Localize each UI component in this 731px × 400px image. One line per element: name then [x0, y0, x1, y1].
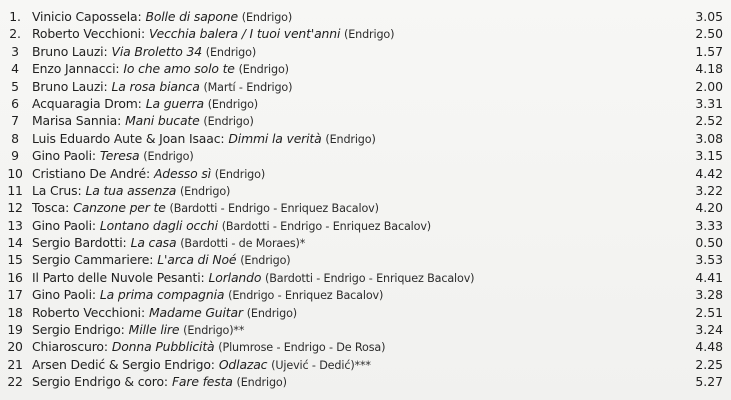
artist-separator: :	[103, 339, 108, 355]
artist-separator: :	[65, 200, 70, 216]
track-number: 19	[7, 322, 23, 338]
track-number: 5	[11, 78, 19, 94]
track-artist: Sergio Cammariere	[32, 252, 150, 268]
artist-separator: :	[120, 322, 125, 338]
track-artist: Chiaroscuro	[32, 339, 104, 355]
track-title: Teresa	[99, 148, 140, 164]
track-credit: (Endrigo)	[236, 376, 287, 390]
track-title: L'arca di Noé	[157, 252, 237, 268]
track-row	[0, 95, 731, 112]
track-credit: (Endrigo)	[325, 132, 376, 146]
track-row	[0, 78, 731, 95]
track-title: Lorlando	[208, 269, 262, 285]
artist-separator: :	[140, 304, 146, 320]
track-duration: 2.00	[695, 78, 723, 94]
track-row	[0, 25, 731, 42]
track-artist: Enzo Jannacci	[32, 61, 116, 77]
track-duration: 3.22	[695, 182, 723, 198]
track-credit: (Endrigo)	[344, 28, 395, 42]
track-info	[32, 78, 679, 96]
track-info	[32, 8, 679, 26]
track-number: 22	[7, 374, 23, 390]
track-info	[32, 356, 679, 374]
track-row	[0, 43, 731, 60]
track-duration: 2.25	[695, 356, 723, 372]
track-title: Mani bucate	[125, 113, 200, 129]
track-artist: Il Parto delle Nuvole Pesanti	[32, 269, 201, 285]
track-credit: (Endrigo)	[246, 306, 297, 320]
track-info	[32, 234, 679, 252]
track-credit: (Endrigo)	[203, 115, 254, 129]
track-number: 7	[11, 113, 19, 129]
track-info	[32, 165, 679, 183]
track-info	[32, 217, 679, 235]
track-title: Odlazac	[218, 356, 268, 372]
track-title: Mille lire	[128, 322, 180, 338]
track-number: 17	[7, 287, 23, 303]
track-row	[0, 8, 731, 25]
track-credit: (Bardotti - Endrigo - Enriquez Bacalov)	[221, 219, 432, 233]
track-title: La casa	[130, 235, 177, 251]
track-row	[0, 251, 731, 268]
track-number: 16	[7, 269, 23, 285]
track-title: Donna Pubblicità	[111, 339, 215, 355]
track-artist: Tosca	[32, 200, 66, 216]
track-credit: (Bardotti - de Moraes)*	[180, 237, 306, 251]
track-credit: (Bardotti - Endrigo - Enriquez Bacalov)	[265, 271, 475, 285]
track-duration: 3.05	[695, 9, 723, 24]
track-artist: Sergio Endrigo	[32, 322, 121, 338]
artist-separator: :	[115, 61, 120, 77]
track-title: Canzone per te	[73, 200, 166, 216]
track-number: 4	[11, 61, 19, 77]
track-duration: 3.31	[695, 95, 723, 111]
track-row	[0, 234, 731, 251]
artist-separator: :	[163, 374, 168, 390]
track-info	[32, 112, 679, 130]
track-number: 12	[7, 200, 23, 216]
track-row	[0, 130, 731, 147]
track-duration: 2.51	[695, 304, 723, 320]
track-number: 13	[7, 217, 23, 233]
track-row	[0, 217, 731, 234]
track-credit: (Endrigo)	[241, 11, 293, 24]
track-artist: Gino Paoli	[32, 148, 92, 164]
track-duration: 3.08	[695, 130, 723, 146]
artist-separator: :	[122, 235, 127, 251]
track-row	[0, 269, 731, 286]
track-artist: Cristiano De André	[32, 165, 146, 181]
track-credit: (Plumrose - Endrigo - De Rosa)	[218, 341, 386, 355]
track-duration: 2.52	[695, 113, 723, 129]
track-title: Bolle di sapone	[145, 9, 238, 24]
track-duration: 3.33	[695, 217, 723, 233]
track-credit: (Endrigo)	[179, 184, 231, 198]
track-duration: 2.50	[695, 26, 723, 42]
track-info	[32, 338, 679, 356]
track-artist: Sergio Bardotti	[32, 235, 123, 251]
track-duration: 0.50	[695, 235, 723, 251]
track-info	[32, 147, 679, 165]
artist-separator: :	[103, 43, 108, 59]
track-title: Via Broletto 34	[111, 43, 202, 59]
track-credit: (Endrigo)	[143, 150, 194, 164]
track-credit: (Endrigo)	[240, 254, 291, 268]
track-number: 8	[11, 130, 19, 146]
track-title: Vecchia balera / I tuoi vent'anni	[149, 26, 341, 42]
track-row	[0, 199, 731, 216]
track-title: Dimmi la verità	[228, 130, 322, 146]
artist-separator: :	[91, 148, 96, 164]
track-artist: Sergio Endrigo & coro	[32, 374, 164, 390]
track-list	[0, 8, 731, 391]
track-credit: (Endrigo)**	[183, 324, 245, 338]
track-row	[0, 147, 731, 164]
artist-separator: :	[91, 217, 96, 233]
track-artist: Bruno Lauzi	[32, 43, 104, 59]
track-artist: Arsen Dedić & Sergio Endrigo	[32, 356, 211, 372]
track-number: 9	[11, 148, 19, 164]
track-info	[32, 304, 679, 322]
track-artist: La Crus	[32, 182, 78, 198]
track-number: 11	[7, 182, 23, 198]
track-credit: (Bardotti - Endrigo - Enriquez Bacalov)	[169, 202, 379, 216]
track-info	[32, 130, 679, 148]
track-artist: Luis Eduardo Aute & Joan Isaac	[32, 130, 221, 146]
track-row	[0, 373, 731, 390]
track-info	[32, 43, 679, 61]
track-number: 1.	[9, 9, 21, 24]
artist-separator: :	[137, 9, 142, 24]
track-artist: Bruno Lauzi	[32, 78, 104, 94]
track-info	[32, 286, 679, 304]
artist-separator: :	[200, 269, 205, 285]
track-credit: (Endrigo)	[238, 63, 289, 77]
track-number: 3	[11, 43, 19, 59]
artist-separator: :	[117, 113, 122, 129]
track-duration: 5.27	[695, 374, 723, 390]
artist-separator: :	[140, 26, 146, 42]
track-number: 6	[11, 95, 19, 111]
artist-separator: :	[91, 287, 96, 303]
track-title: La tua assenza	[85, 182, 177, 198]
track-info	[32, 95, 679, 113]
track-duration: 4.18	[695, 61, 723, 77]
track-duration: 1.57	[695, 43, 723, 59]
track-artist: Marisa Sannia	[32, 113, 118, 129]
track-title: Madame Guitar	[149, 304, 243, 320]
track-title: Io che amo solo te	[123, 61, 235, 77]
track-row	[0, 286, 731, 303]
track-info	[32, 182, 679, 200]
track-credit: (Endrigo)	[214, 167, 266, 181]
track-info	[32, 269, 679, 287]
track-duration: 3.28	[695, 287, 723, 303]
track-row	[0, 338, 731, 355]
artist-separator: :	[137, 95, 142, 111]
track-artist: Gino Paoli	[32, 287, 92, 303]
track-title: La rosa bianca	[111, 78, 200, 94]
track-info	[32, 373, 679, 391]
track-title: Fare festa	[171, 374, 233, 390]
artist-separator: :	[149, 252, 154, 268]
track-duration: 4.41	[695, 269, 723, 285]
track-info	[32, 25, 679, 43]
artist-separator: :	[220, 130, 225, 146]
track-row	[0, 321, 731, 338]
artist-separator: :	[210, 356, 215, 372]
track-artist: Vinicio Capossela	[32, 9, 138, 24]
track-row	[0, 304, 731, 321]
track-title: Adesso sì	[153, 165, 211, 181]
track-row	[0, 60, 731, 77]
track-credit: (Ujević - Dedić)***	[271, 358, 371, 372]
track-row	[0, 112, 731, 129]
track-duration: 4.42	[695, 165, 723, 181]
track-number: 15	[7, 252, 23, 268]
track-row	[0, 182, 731, 199]
track-artist: Gino Paoli	[32, 217, 92, 233]
track-artist: Roberto Vecchioni	[32, 26, 141, 42]
track-artist: Roberto Vecchioni	[32, 304, 141, 320]
artist-separator: :	[103, 78, 108, 94]
track-number: 21	[7, 356, 23, 372]
track-info	[32, 321, 679, 339]
track-title: La prima compagnia	[99, 287, 225, 303]
track-number: 20	[7, 339, 23, 355]
track-duration: 4.48	[695, 339, 723, 355]
artist-separator: :	[145, 165, 150, 181]
track-duration: 3.15	[695, 148, 723, 164]
track-row	[0, 356, 731, 373]
track-number: 10	[7, 165, 23, 181]
track-row	[0, 165, 731, 182]
track-number: 2.	[9, 26, 21, 42]
track-duration: 3.24	[695, 322, 723, 338]
track-number: 14	[7, 235, 23, 251]
track-title: Lontano dagli occhi	[99, 217, 218, 233]
track-info	[32, 60, 679, 78]
track-credit: (Martí - Endrigo)	[203, 80, 293, 94]
track-duration: 4.20	[695, 200, 723, 216]
track-credit: (Endrigo)	[205, 45, 257, 59]
track-credit: (Endrigo)	[207, 97, 259, 111]
track-info	[32, 251, 679, 269]
track-number: 18	[7, 304, 23, 320]
track-title: La guerra	[145, 95, 204, 111]
track-duration: 3.53	[695, 252, 723, 268]
artist-separator: :	[77, 182, 82, 198]
track-artist: Acquaragia Drom	[32, 95, 138, 111]
track-credit: (Endrigo - Enriquez Bacalov)	[228, 289, 384, 303]
track-info	[32, 199, 679, 217]
